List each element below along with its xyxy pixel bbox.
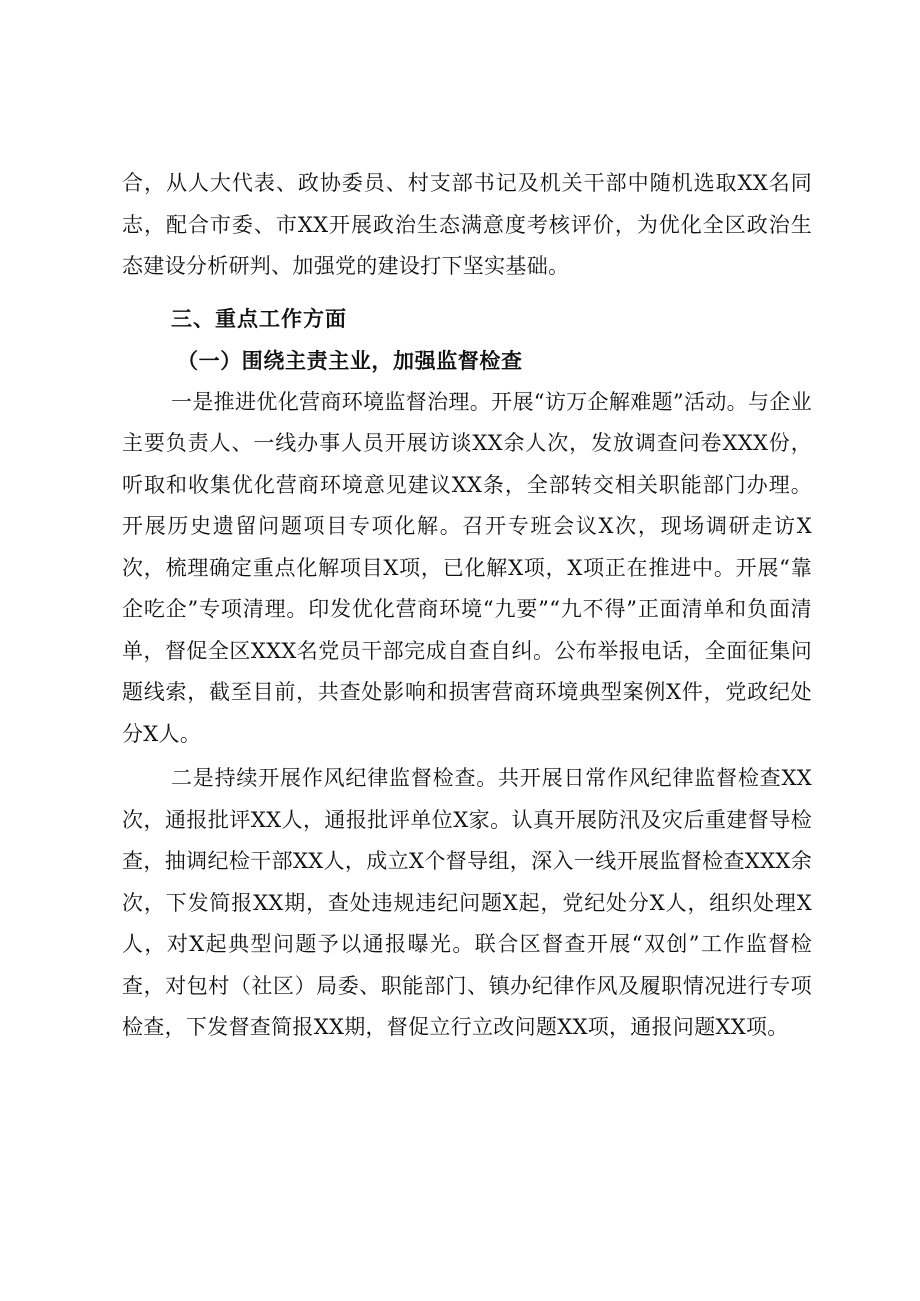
section-heading: 三、重点工作方面 [171,306,347,331]
document-body [122,163,812,1049]
subsection-heading: （一）围绕主责主业，加强监督检查 [177,348,523,373]
paragraph-discipline-inspection: 二是持续开展作风纪律监督检查。共开展日常作风纪律监督检查XX次，通报批评XX人，通报批评单位X家。认真开展防汛及灾后重建督导检查，抽调纪检干部XX人，成立X个督导组，深入一线开展监督检查XXX余次，下发简报XX期，查处违规违纪问题X起，党纪处分X人，组织处理X人，对X起典型问题予以通报曝光。联合区督查开展“双创”工作监督检查，对包村（社区）局委、职能部门、镇办纪律作风及履职情况进行专项检查，下发督查简报XX期，督促立行立改问题XX项，通报问题XX项。 [122,766,812,1039]
spacer [122,288,812,291]
paragraph-business-environment: 一是推进优化营商环境监督治理。开展“访万企解难题”活动。与企业主要负责人、一线办事人员开展访谈XX余人次，发放调查问卷XXX份，听取和收集优化营商环境意见建议XX条，全部转交相关职能部门办理。开展历史遗留问题项目专项化解。召开专班会议X次，现场调研走访X次，梳理确定重点化解项目X项，已化解X项，X项正在推进中。开展“靠企吃企”专项清理。印发优化营商环境“九要”“九不得”正面清单和负面清单，督促全区XXX名党员干部完成自查自纠。公布举报电话，全面征集问题线索，截至目前，共查处影响和损害营商环境典型案例X件，党政纪处分X人。 [122,389,812,746]
paragraph-continued: 合，从人大代表、政协委员、村支部书记及机关干部中随机选取XX名同志，配合市委、市XX开展政治生态满意度考核评价，为优化全区政治生态建设分析研判、加强党的建设打下坚实基础。 [122,171,812,278]
